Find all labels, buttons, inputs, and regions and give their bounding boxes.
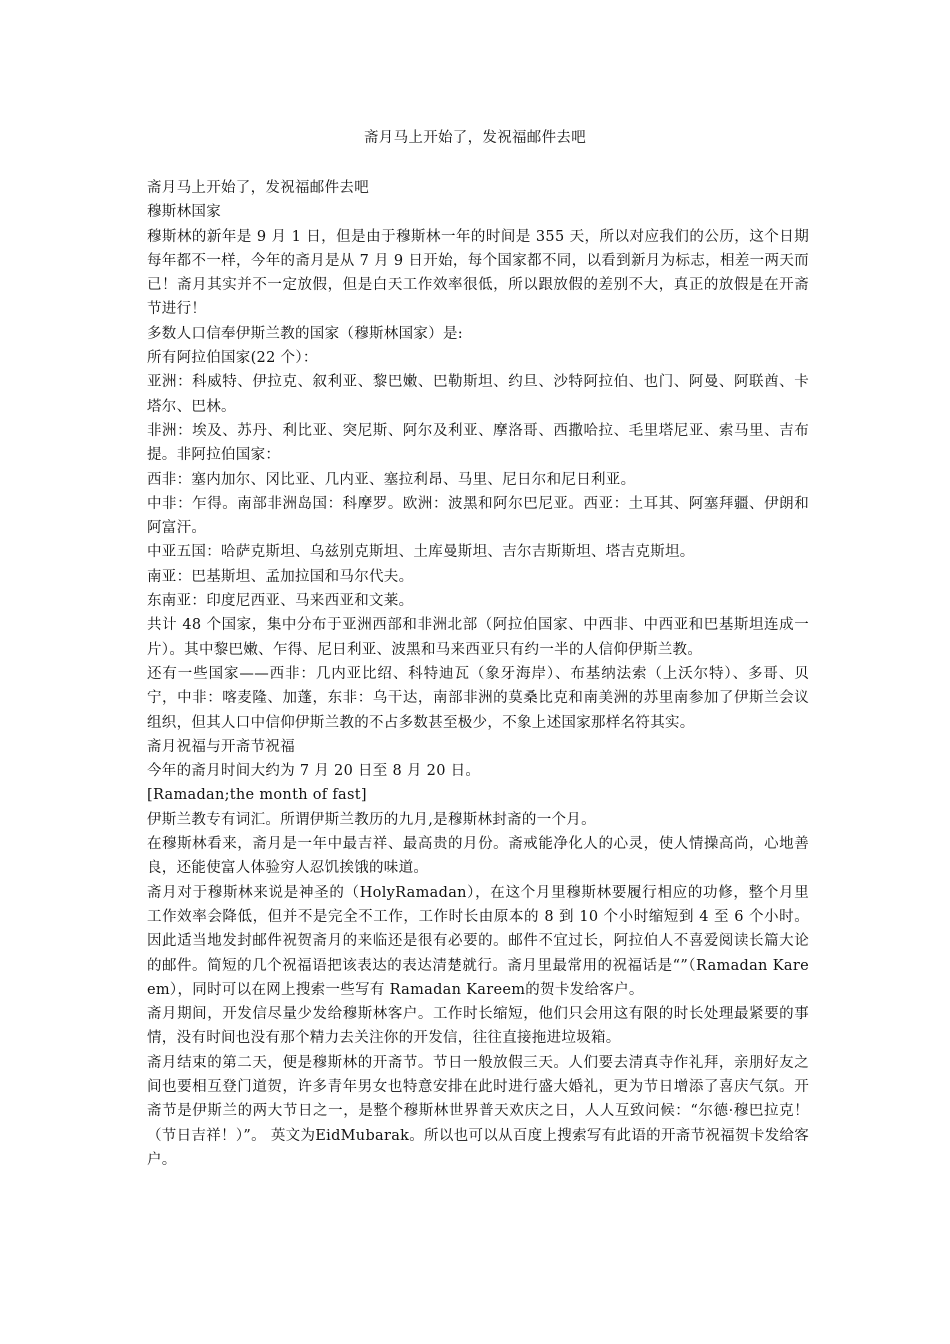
paragraph: 东南亚：印度尼西亚、马来西亚和文莱。 (147, 593, 414, 610)
paragraph: 斋月结束的第二天，便是穆斯林的开斋节。节日一般放假三天。人们要去清真寺作礼拜，亲朋好友之间也要相互登门道贺，许多青年男女也特意安排在此时进行盛大婚礼，更为节日增添了喜庆气氛。开斋节是伊斯兰的两大节日之一，是整个穆斯林世界普天欢庆之日，人人互致问候：“尔德·穆巴拉克！（节日吉祥！）”。 英文为EidMubarak。所以也可以从百度上搜索写有此语的开斋节祝福贺卡发给客户。 (147, 1054, 809, 1168)
paragraph: 中非：乍得。南部非洲岛国：科摩罗。欧洲：波黑和阿尔巴尼亚。西亚：土耳其、阿塞拜疆、伊朗和阿富汗。 (147, 495, 809, 537)
paragraph: 亚洲：科威特、伊拉克、叙利亚、黎巴嫩、巴勒斯坦、约旦、沙特阿拉伯、也门、阿曼、阿联酋、卡塔尔、巴林。 (147, 374, 809, 415)
section-heading-muslim-countries: 穆斯林国家 (147, 204, 221, 221)
paragraph: 还有一些国家——西非：几内亚比绍、科特迪瓦（象牙海岸）、布基纳法索（上沃尔特）、多哥、贝宁，中非：喀麦隆、加蓬，东非：乌干达，南部非洲的莫桑比克和南美洲的苏里南参加了伊斯兰会议组织，但其人口中信仰伊斯兰教的不占多数甚至极少，不象上述国家那样名符其实。 (147, 665, 809, 731)
paragraph: 斋月期间，开发信尽量少发给穆斯林客户。工作时长缩短，他们只会用这有限的时长处理最紧要的事情，没有时间也没有那个精力去关注你的开发信，往往直接拖进垃圾箱。 (147, 1006, 809, 1047)
paragraph: 西非：塞内加尔、冈比亚、几内亚、塞拉利昂、马里、尼日尔和尼日利亚。 (147, 471, 636, 488)
paragraph: 斋月对于穆斯林来说是神圣的（HolyRamadan），在这个月里穆斯林要履行相应的功修，整个月里工作效率会降低，但并不是完全不工作，工作时长由原本的 8 到 10 个小时缩短到 4 至 6 个小时。因此适当地发封邮件祝贺斋月的来临还是很有必要的。邮件不宜过长，阿拉伯人不喜爱阅读长篇大论的邮件。简短的几个祝福语把该表达的表达清楚就行。斋月里最常用的祝福话是“”（Ramadan Kareem），同时可以在网上搜索一些写有 Ramadan Kareem的贺卡发给客户。 (147, 884, 809, 998)
paragraph: 共计 48 个国家，集中分布于亚洲西部和非洲北部（阿拉伯国家、中西非、中西亚和巴基斯坦连成一片）。其中黎巴嫩、乍得、尼日利亚、波黑和马来西亚只有约一半的人信仰伊斯兰教。 (147, 617, 809, 658)
paragraph-heading: 斋月马上开始了，发祝福邮件去吧 (147, 180, 369, 196)
paragraph: [Ramadan;the month of fast] (147, 787, 367, 804)
paragraph: 所有阿拉伯国家(22 个）： (147, 350, 318, 367)
section-heading-ramadan-greetings: 斋月祝福与开斋节祝福 (147, 738, 295, 755)
paragraph: 伊斯兰教专有词汇。所谓伊斯兰教历的九月,是穆斯林封斋的一个月。 (147, 811, 596, 828)
document-body (147, 176, 809, 1172)
paragraph: 穆斯林的新年是 9 月 1 日，但是由于穆斯林一年的时间是 355 天，所以对应我们的公历，这个日期每年都不一样，今年的斋月是从 7 月 9 日开始，每个国家都不同，以看到新月为标志，相差一两天而已！斋月其实并不一定放假，但是白天工作效率很低，所以跟放假的差别不大，真正的放假是在开斋节进行！ (147, 228, 809, 318)
page-title: 斋月马上开始了，发祝福邮件去吧 (364, 130, 586, 146)
paragraph: 非洲：埃及、苏丹、利比亚、突尼斯、阿尔及利亚、摩洛哥、西撒哈拉、毛里塔尼亚、索马里、吉布提。非阿拉伯国家： (147, 422, 809, 464)
paragraph: 南亚：巴基斯坦、孟加拉国和马尔代夫。 (147, 568, 414, 585)
paragraph: 中亚五国：哈萨克斯坦、乌兹别克斯坦、土库曼斯坦、吉尔吉斯斯坦、塔吉克斯坦。 (147, 544, 695, 561)
paragraph: 今年的斋月时间大约为 7 月 20 日至 8 月 20 日。 (147, 763, 481, 780)
paragraph: 在穆斯林看来，斋月是一年中最吉祥、最高贵的月份。斋戒能净化人的心灵，使人情操高尚，心地善良，还能使富人体验穷人忍饥挨饿的味道。 (147, 836, 809, 877)
paragraph: 多数人口信奉伊斯兰教的国家（穆斯林国家）是: (147, 325, 463, 342)
